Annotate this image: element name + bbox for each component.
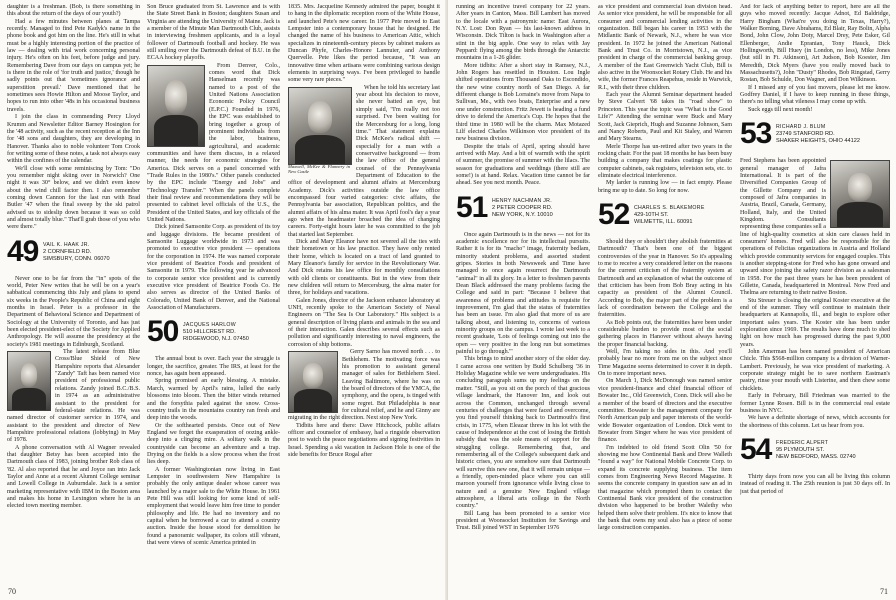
paragraph: The annual bout is over. Each year the struggle is longer, the sacrifice, greater. The IRS, at least for the nonce, has again been appeased.: [147, 356, 280, 378]
paragraph: A former Washingtonian now living in East Lempster in southwestern New Hampshire is probably the only antique dealer whose career was launched by a major sale to the White House. In 1961 Pete Hill was still looking for some kind of self-employment that would leave him free time to ponder philosophy and life. He had no inventory and no capital when he borrowed a car to attend a country auction. Inside the house stood for demolition he found a panoramic wallpaper, its colors still vibrant, that were views of scenic America printed in: [147, 466, 280, 547]
class-header-53: [740, 117, 890, 155]
paragraph: as vice president and commercial loan division head. As senior vice president, he will be responsible for all consumer and commercial lending activities in the organization. Bill began his career in 1953 with the Midlantic Bank of Newark, N.J., where he was vice president. In 1972 he joined the American National Bank and Trust Co. in Morristown, N.J., as vice president in charge of the commercial banking group. A member of the East Greenwich Yacht Club, Bill is also active in the Woonsocket Rotary Club. He and his wife, the former Frances Reapehus, reside in Warwick, R.I., with their three children.: [598, 4, 732, 91]
paragraph: The latest release from Blue Cross/Blue Shield of New Hampshire reports that Alexander "Zandy" Taft has been named vice president of professional public relations. Zandy joined B.C./B.S. in 1974 as an administrative assistant to the president for federal-state relations. He was named director of customer service in 1974, and assistant to the president and director of New Hampshire professional relations (lobbying) in May of 1978.: [7, 349, 140, 444]
photo-slot: [288, 351, 338, 413]
portrait-photo: [7, 351, 51, 411]
paragraph: Well, I'm taking no sides in this. And you'll probably hear no more from me on the subject since Time Magazine seems determined to cover it in depth. On to more important news.: [598, 349, 732, 378]
paragraph: Never one to be far from the "in" spots of the world, Peter New writes that he will be on a year's sabbatical commencing this July and plans to spend six weeks in the People's Republic of China and eight months in Israel. Peter is a professor in the Department of Behavioral Science and Department of Sociology at the University of Toronto, and has just been elected president-elect of the Society for Applied Anthropology. He will assume the presidency at the society's 1981 meetings in Edinburgh, Scotland.: [7, 275, 140, 348]
paragraph: Gerry Sarno has moved north . . . to Bethlehem. The motivating force was his promotion to assistant general manager of sales for Bethlehem Steel. Leaving Baltimore, where he was on the board of directors of the YMCA, the symphony, and the opera, is tinged with some regret. But Philadelphia is near for cultural relief, and he and Ginny are migrating in the right direction. Next stop New York.: [288, 349, 440, 422]
paragraph: More tidbits: After a short stay in Ramsey, N.J., John Rogers has resettled in Houston. Lou Ingle shifted operations from Thousand Oaks to Escondido, the new wine country north of San Diego. A far different change is Bob Lorraine's move from Napa to Sullivan, Me., with two boats, Enterprise and a new one under construction. Fritz Jewett is heading a fund drive to defend the America's Cup. He hopes that the third time in 1980 will be the charm. Max Motazed Lilf elected Charles Wilkinson vice president of its new business division.: [456, 62, 590, 143]
portrait-photo: [288, 351, 338, 413]
paragraph: Suck eggs till next month!: [748, 106, 813, 113]
address-line: NEW BEDFORD, MASS. 02740: [776, 453, 856, 460]
paragraph: Stu Streuer is closing the original Koster executive at the end of the summer. They will continue to maintain their headquarters at Kannapolis, Ill., and begin to explore other important sales years. The Koster site has been under exploration since 1969. The results have done much to shed light on how much has progressed during the past 9,000 years.: [740, 297, 890, 348]
paragraph: Spring promised an early blessing. A mistake. March, warmed by April's rains, lulled the early blossoms into bloom. Then the bitter winds returned and the forsythia paled against the snow. Cross-country trails in the mountains country ran fresh and deep into the woods.: [147, 378, 280, 422]
right-column-1: [456, 4, 590, 590]
address-line: 23749 STANFORD RD.: [776, 131, 835, 138]
page-number: 71: [880, 587, 888, 596]
paragraph: Early in February, Bill Friedman was married to the former Lynne Rosen. Bill is in the commercial real estate business in NYC.: [740, 393, 890, 414]
class-secretary-address: [183, 322, 249, 343]
address-line: RIDGEWOOD, N.J. 07450: [183, 336, 249, 343]
page-number: 70: [8, 587, 16, 596]
paragraph: I'm indebted to old friend Scott Olin '50 for showing me how Continental Bank and Drew Walleth "found a way" for National Mobile Concrete Corp. to expand its concrete supplying business. The item comes from Engineering News Record Magazine. It seems the concrete company in question saw an ad in that magazine which prompted them to contact the Continental Bank vice president of the construction division who happened to be brother Walethy who helped them solve their problem. It's nice to know that the bank that owns my soul also has a piece of some large construction companies.: [598, 444, 732, 532]
portrait-photo: [830, 160, 890, 228]
left-column-2: [147, 4, 280, 590]
paragraph: Thirty days from now you can all be living this column instead of reading it. The 25th reunion is just 30 days off. In just that period of: [740, 473, 890, 495]
class-year: 54: [740, 432, 772, 466]
paragraph: My larder is running low — in fact empty. Please bring me up to date. So long for now.: [598, 180, 732, 194]
photo-slot: [147, 65, 205, 147]
address-line: NEW YORK, N.Y. 10010: [492, 211, 553, 218]
address-line: WILMETTE, ILL. 60091: [634, 218, 693, 225]
class-year: 52: [598, 197, 630, 231]
paragraph: If I missed any of you fast movers, please let me know. Godfrey Daniel, if I have to keep running in these things, there's no telling what vileness I may come up with.: [740, 84, 890, 106]
paragraph: As Bob points out, the fraternities have been under considerable burden to provide most of the social gathering places in Hanover without always having the proper financial backing.: [598, 319, 732, 348]
paragraph: I join the class in commending Percy Lloyd Krumm and Newsletter Editor Barney Hosington for the '48 activity, such as the recent reception at the Inn for '48 sons and daughters, they are developing in Hanover. Thanks also to noble volunteer Tom Crook for writing some of these notes, a task not always easy within the confines of the calendar.: [7, 114, 140, 165]
address-line: 2 PETER COOPER RD.: [492, 204, 553, 211]
paragraph: 1835. Mrs. Jacqueline Kennedy admired the paper, bought it to hang in the diplomatic reception room of the White House, and launched Pete's new career. In 1977 Pete moved to East Lempster into a contemporary house that he designed. He changed the name of his business to American Attic, which specializes in nineteenth-century pieces by cabinet makers as Duncan Phyfe, Charles-Honore Lannuier, and Anthony Quervelle. Pete likes the period because, "It was an innovative time when artisans were combining various design elements in surprising ways. I've been privileged to handle some very rare pieces.": [288, 4, 440, 84]
secretary-name: FREDERIC ALPERT: [776, 439, 829, 446]
class-secretary-address: [634, 205, 705, 226]
paragraph: A phone conversation with Al Wagner revealed that daughter Betsy has been accepted into the Dartmouth class of 1983, joining brother Rob class of '82. Al also reported that he and Joyce ran into Jack Taylor and Anne at a recent Alumni College seminar and Lowell College in Auburndale. Jack is a senior marketing representative with IBM in the Boston area and makes his home in Lexington where he is an elected town meeting member.: [7, 444, 140, 510]
paragraph: Fred Stephens has been appointed general manager of Jafra International. It is part of the Diversified Companies Group of the Gillette Company and is composed of Jafra companies in Austria, Brazil, Canada, Germany, Holland, Italy, and the United Kingdom. Consultants representing these companies sell a line of high-quality cosmetics at skin care classes held in consumers' homes. Fred will also be responsible for the operations of Felicitas organizations in Austria and Holland which provide community services for engaged couples. This is another stepping-stone for Fred who has gone onward and upward since joining the safety razor division as a salesman in 1958. For the past three years he has been president of Gillette, Canada, headquartered in Montreal. Now Fred and Thelma are returning to their native Boston.: [740, 158, 890, 297]
portrait-photo: [288, 87, 352, 165]
class-header-49: [7, 235, 140, 273]
paragraph: Galen Jones, director of the Jackson enhance laboratory at UNH, recently spoke to the American Society of Naval Engineers on "The Sea Is Our Laboratory." His subject is a general description of living plants and animals in the sea and of their interaction. Galen describes several effects such as pollution and significantly interesting to naval engineers, the corrosion of ship bottoms.: [288, 297, 440, 348]
photo-slot: [288, 87, 352, 173]
class-header-52: [598, 198, 732, 236]
photo-caption: Maxwell, McKee & Flannery in New Castle: [288, 163, 350, 174]
address-line: 2 CORNFIELD RD.: [43, 248, 92, 255]
paragraph: Each year the Alumni Seminar department headed by Steve Calvert '68 takes its "road show" to Princeton. This year the topic was "What is the Good Life?" Attending the seminar were Buck and Mary Scott, Jack Gieprich, Hugh and Suzanne Johnson, Sam and Nancy Roberts, Paul and Kit Staley, and Warren and Mary Stearns.: [598, 92, 732, 143]
left-column-1: [7, 4, 140, 590]
class-header-51: [456, 191, 590, 229]
class-year: 50: [147, 315, 179, 349]
class-secretary-address: [776, 124, 860, 145]
class-secretary-address: [776, 440, 856, 461]
paragraph: On March 1, Dick McDonough was named senior vice president-finance and chief financial officer of Bowater Inc., Old Greenwich, Conn. Dick will also be a member of the board of directors and the executive committee. Bowater is the management company for North American pulp and paper interests of the world-wide Bowater organization of London. Dick went to Bowater from Singer where he was vice president of finance.: [598, 378, 732, 444]
class-year: 53: [740, 117, 772, 151]
paragraph: Son Bruce graduated from St. Lawrence and is with the State Street Bank in Boston; daughters Susan and Virginia are attending the University of Maine. Jack is a member of the Minute Man Dartmouth Club, assists in interviewing freshmen applicants, and is a loyal follower of Dartmouth football and hockey. He was still smiling over the Dartmouth defeat of B.U. in the ECAA hockey playoffs.: [147, 4, 280, 62]
class-secretary-address: [492, 198, 553, 219]
paragraph: running an incentive travel company for 22 years. After years in Canton, Mass. Bill Lambert has moved to the locale with a patronymic name: East Aurora, N.Y. Lost: Don Ryan — his last-known address in Wisconsin. Dick Tilton is back in Washington after a stint in the big apple. One way to relax with Jay Peppard: flying among the birds through the Antarctic mountains in a 1-26 glider.: [456, 4, 590, 62]
paragraph: Bill Lang has been promoted to a senior vice president at Woonsocket Institution for Savings and Trust. Bill joined WST in September 1976: [456, 510, 590, 532]
paragraph: Or the softhearted persists. Once out of New England we forget the exasperation of oozing ankle-deep into a clinging mire. A solitary walk in the countryside can become an adventure and a trap. Drying on the fields is a slow process when the frost lies deep.: [147, 422, 280, 466]
paragraph: Had a few minutes between planes at Tampa recently. Managed to find Pete Kadyk's name in the phone book and got him on the line. He's still in what must be a highly interesting portion of the practice of law — dealing with trial work concerning personal injury. He's often on his feet, before judge and jury. Remembering Dave from our days on campus yet; he is there in the role of 'for truth and justice,' though he sadly points out that 'sometimes ignorance and superstition prevail.' Dave mentioned that he sometimes sees Howie Hilton and Moose Taylor, and hopes to run into other '48s in his occasional business travels.: [7, 18, 140, 113]
right-column-2: [598, 4, 732, 590]
class-year: 51: [456, 190, 488, 224]
left-column-3: [288, 4, 440, 590]
secretary-name: RICHARD J. BLUM: [776, 124, 826, 131]
address-line: 510 HILLCREST RD.: [183, 329, 236, 336]
paragraph: Once again Dartmouth is in the news — not for its academic excellence nor for its intellectual pursuits. Rather it is for its "macho" image, fraternity bedlam, minority student problems, and assorted student gripes. Stories in both Newsweek and Time have managed to once again resurrect the Dartmouth "animal" in all its glory. In a letter to freshmen parents Dean Black addressed the many problems facing the College and said in part: "Because I believe that awareness of problems and attitudes is requisite for improvement, I'm glad that the status of fraternities has been an issue. I'm also glad that more of us are talking about, and listening to, concerns of various minority groups on the campus. I wrote last week to a recent graduate, 'Lots of feelings coming out into the open — very positive in the long run but sometimes painful to go through.'": [456, 231, 590, 356]
class-year: 49: [7, 234, 39, 268]
secretary-name: HENRY NACHMAN JR.: [492, 197, 552, 204]
paragraph: Dick and Mary Eleanor have not severed all the ties with their hometown or his law practice. They have only rented their home, which is located on a tract of land granted to Mary Eleanor's family for service in the Revolutionary War. And Dick retains his law office for monthly consultations with old clients or constituents. But in the view from their new children will return to Mercersburg, the alma mater for three, for holidays and vacations.: [288, 239, 440, 297]
paragraph: Despite the trials of April, spring should have arrived with May. And a bit of warmth with the spirit of summer, the promise of summer with the lilacs. The season for graduations and weddings (there still are some!) is at hand. Relax. Vacation time cannot be far ahead. See you next month. Peace.: [456, 143, 590, 187]
paragraph: We have a definite shortage of news, which accounts for the shortness of this column. Let us hear from you.: [740, 415, 890, 429]
paragraph: When he told his secretary last year about his decision to move, she never batted an eye, but simply said, "I'm really not too surprised. I've been waiting for the Mercersburg for a long, long time." That statement explains Dick McKee's radical shift — especially for a man with a conservative background — from the law office of the general counsel of the Pennsylvania Department of Education to the office of development and alumni affairs at Mercersburg Academy. Dick's activities outside the law office encompassed four varied categories: civic affairs, the Pennsylvania bar association, Republican politics, and the alumni affairs of his alma mater. It was April fool's day a year ago when the headmaster broached the idea of changing careers. Forty-eight hours later he was committed to the job that started last September.: [288, 84, 440, 238]
secretary-name: VAIL K. HAAK JR.: [43, 241, 90, 248]
paragraph: We'll close with some reminiscing by Tom: "Do you remember night skiing over in Norwich? One night it was 30° below, and we didn't even know about the wind chill factor then. I also remember coming down Cannon for the last run with Brad Butler '47 when the final sweep by the ski patrol advised us to sideslip down because it was so cold and almost totally blue." That'll grab those of you who were there.": [7, 165, 140, 231]
portrait-photo: [147, 65, 205, 147]
paragraph: Merle Thorpe has un-retired after two years in the rocking chair. For the past 18 months he has been busy building a company that makes coatings for plastic computer cabinets, oak registers, television sets, etc. to eliminate electrical interference.: [598, 143, 732, 179]
right-page: [448, 0, 896, 600]
paragraph: Dick joined Samsonite Corp. as president of its toy and luggage divisions. He became president of Samsonite Luggage worldwide in 1973 and was promoted to executive vice president — operations for the corporation in 1974. He was named corporate vice president of Beatrice Foods and president of Samsonite in 1979. The following year he advanced to corporate senior vice president and is currently executive vice president of Beatrice Foods Co. He also serves as director of the United Banks of Colorado, United Bank of Denver, and the National Association of Manufacturers.: [147, 224, 280, 312]
paragraph: John Amerman has been named president of American Chicle. This $568-million company is a division of Warner-Lambert. Previously, he was vice president of marketing. A corporate strategy might be to save northern Eastman's pastry, rinse your mouth with Listerine, and then chew some chicklets.: [740, 349, 890, 392]
class-secretary-address: [43, 242, 110, 263]
class-header-54: [740, 433, 890, 471]
paragraph: From Denver, Colo., comes word that Dick Hanselman recently was named to a post of the United Nations Association Economic Policy Council (E.P.C.) Founded in 1976, the EPC was established to bring together a group of prominent individuals from the labor, business, agricultural, and academic communities and have them discuss, in a relaxed manner, the needs for economic strategies for America. Dick serves on a panel concerned with "Trade Rules in the 1980's." Other panels conducted by the EPC include "Energy and Jobs" and "Technology Transfer." When the panels complete their final review and recommendations they will be presented to cabinet level officials of the U.S., the President of the United States, and key officials of the United Nations.: [147, 62, 280, 223]
paragraph: Should they or shouldn't they abolish fraternities at Dartmouth? That's been one of the biggest controversies of the year in Hanover. So it's appealing to me to receive a very considered letter on the reasons for the current criticism of the fraternity system at Dartmouth and an explanation of what the outcome of that criticism has been from Bob Bray acting in his capacity as president of the Alumni Council. According to Bob, the major part of the problem is a lack of coordination between the College and the fraternities.: [598, 238, 732, 319]
photo-slot: [7, 351, 51, 411]
address-line: 429-10TH ST.: [634, 211, 669, 218]
class-header-50: [147, 315, 280, 353]
address-line: SIMSBURY, CONN. 06070: [43, 255, 110, 262]
photo-slot: [830, 160, 890, 228]
secretary-name: CHARLES S. BLAKEMORE: [634, 204, 705, 211]
paragraph: This brings to mind another story of the older day. I came across one written by Budd Schulberg '36 in Holiday Magazine while we were undergraduates. His concluding paragraph sums up my feelings on the matter. "Still, as you sit on the porch of that gracious village landmark, the Hanover Inn, and look out across the Common, unchanged through several centuries of challenges that were faced and overcome, you find yourself thinking back to Dartmouth's first crisis, in 1775, when Eleazar threw in his lot with the cause of Independence at the cost of losing the British subsidy that was the sole means of support for the struggling college. Remembering that, and remembering all of the College's subsequent dark and historic crises, you are somehow sure that Dartmouth will survive this new one, that it will remain unique — a friendly, open-minded place where you can still maroon yourself from ignorance while living close to nature and a genuine New England village atmosphere, a liberal arts college in the North country.": [456, 356, 590, 510]
secretary-name: JACQUES HARLOW: [183, 322, 236, 329]
address-line: 95 PLYMOUTH ST.: [776, 446, 825, 453]
right-column-3: [740, 4, 890, 590]
paragraph: Tidbits here and there: Dave Hitchcock, public affairs officer and counselor of embassy, had a ringside observation post to watch the peace negotiations and signing festivities in Israel. Spending a ski vacation in Jackson Hole is one of the side benefits for Bruce Rogal after: [288, 422, 440, 458]
paragraph: And for lack of anything better to report, here are all the guys who moved recently: Jacque Adnot, Ed Baldridge, Harry Bingham (What're you doing in Texas, Harry?), Walker Borning, Dave Abrahams, Ed Blair, Ray Bolin, Alpha Bond, John Clow, John Doty, Marcel Drey, Pete Esker, Gil Ellenberger, Andie Epranian, Tony Hauck, Dick Hollingworth, Bill Huey (in London, no less), Mike Jones (but still in Ft. Atkinson), Art Judson, Bob Koester, Jim Meredith, Dick Myers (have you really moved back to Massachusetts?), John "Dusty" Rhodes, Bob Ringstad, Gerry Rostan, Bob Schulde, Don Wagner, and Don Wilkinson.: [740, 4, 890, 84]
paragraph: daughter is a freshman. (Bob, is there something in this about the return of the days of our youth?): [7, 4, 140, 18]
address-line: SHAKER HEIGHTS, OHIO 44122: [776, 138, 860, 145]
